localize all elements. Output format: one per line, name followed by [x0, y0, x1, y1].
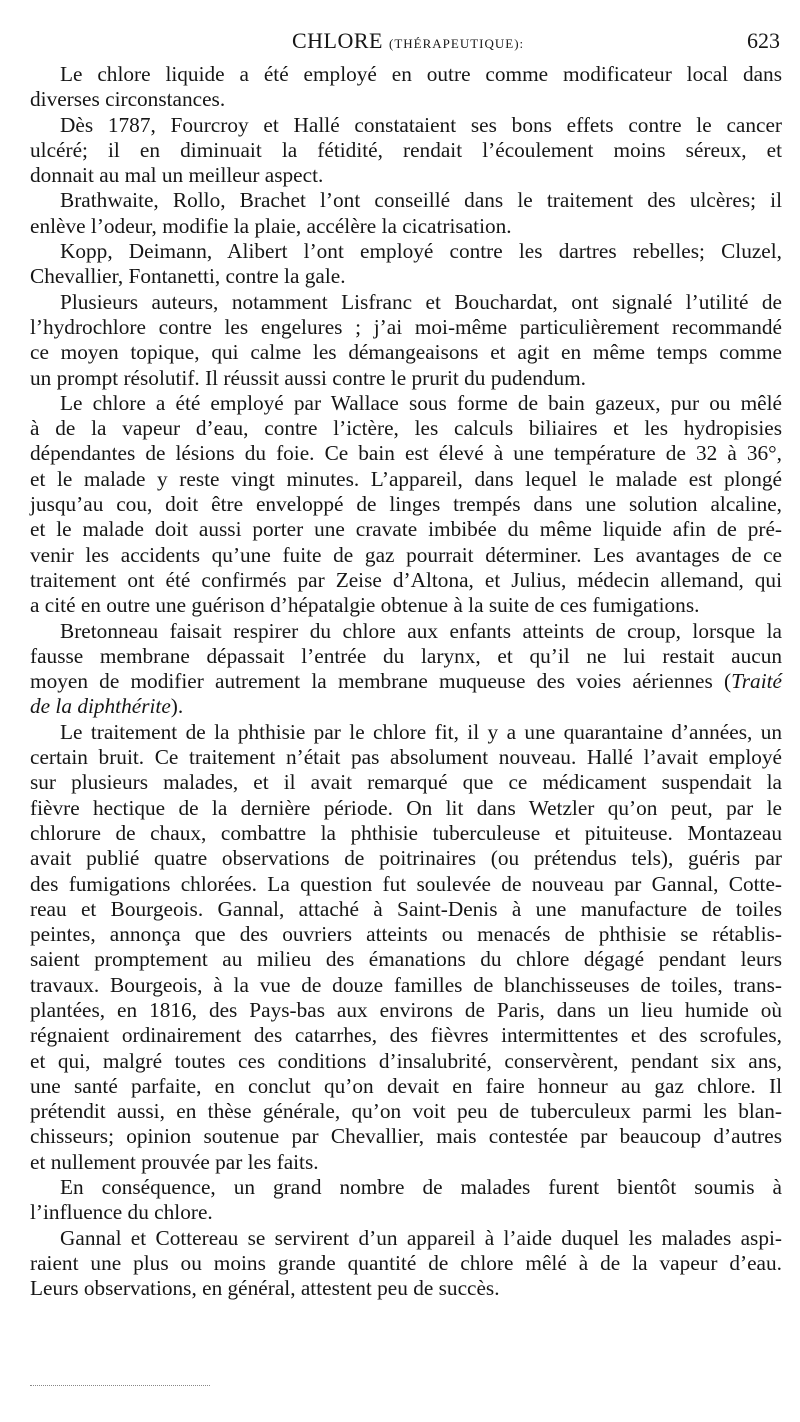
- paragraph: [30, 290, 782, 391]
- text-line: sur plusieurs malades, et il avait remarqué que ce médicament suspendait la: [30, 770, 782, 795]
- text-line: a cité en outre une guérison d’hépatalgie obtenue à la suite de ces fumigations.: [30, 593, 700, 618]
- text-line: Brathwaite, Rollo, Brachet l’ont conseillé dans le traitement des ulcères; il: [60, 188, 782, 213]
- text-line: certain bruit. Ce traitement n’était pas absolument nouveau. Hallé l’avait employé: [30, 745, 782, 770]
- paragraph: [30, 113, 782, 189]
- body-text: [30, 62, 782, 1302]
- text-line: et nullement prouvée par les faits.: [30, 1149, 319, 1174]
- text-line: venir les accidents qu’une fuite de gaz pourrait déterminer. Les avantages de ce: [30, 542, 782, 567]
- page-header: [30, 28, 780, 58]
- page-number: 623: [747, 28, 780, 53]
- running-head-title: CHLORE: [292, 28, 383, 53]
- paragraph: [30, 188, 782, 239]
- text-line: régnaient ordinairement des catarrhes, des fièvres intermittentes et des scrofules,: [30, 1023, 782, 1048]
- text-line: l’influence du chlore.: [30, 1200, 213, 1225]
- text-line: Dès 1787, Fourcroy et Hallé constataient ses bons effets contre le cancer: [60, 112, 782, 137]
- paragraph: [30, 62, 782, 113]
- text-line: dépendantes de lésions du foie. Ce bain est élevé à une température de 32 à 36°,: [30, 441, 782, 466]
- text-line: fièvre hectique de la dernière période. On lit dans Wetzler qu’on peut, par le: [30, 795, 782, 820]
- text-line: plantées, en 1816, des Pays-bas aux environs de Paris, dans un lieu humide où: [30, 997, 782, 1022]
- text-line: ulcéré; il en diminuait la fétidité, rendait l’écoulement moins séreux, et: [30, 137, 782, 162]
- running-head-subtitle: (THÉRAPEUTIQUE):: [389, 36, 525, 51]
- text-line: reau et Bourgeois. Gannal, attaché à Saint-Denis à une manufacture de toiles: [30, 896, 782, 921]
- text-line: Bretonneau faisait respirer du chlore aux enfants atteints de croup, lorsque la: [60, 618, 782, 643]
- paragraph: [30, 619, 782, 720]
- running-head: [292, 28, 524, 54]
- text-line: à de la vapeur d’eau, contre l’ictère, les calculs biliaires et les hydropisies: [30, 416, 782, 441]
- paragraph: [30, 720, 782, 1175]
- text-line: avait publié quatre observations de poitrinaires (ou prétendus tels), guéris par: [30, 846, 782, 871]
- text-line: ce moyen topique, qui calme les démangeaisons et agit en même temps comme: [30, 340, 782, 365]
- text-line: Kopp, Deimann, Alibert l’ont employé contre les dartres rebelles; Cluzel,: [60, 239, 782, 264]
- text-line: enlève l’odeur, modifie la plaie, accélère la cicatrisation.: [30, 213, 512, 238]
- text-line: et le malade doit aussi porter une cravate imbibée du même liquide afin de pré-: [30, 517, 782, 542]
- text-line: des fumigations chlorées. La question fut soulevée de nouveau par Gannal, Cotte-: [30, 871, 782, 896]
- text-line: saient promptement au milieu des émanations du chlore dégagé pendant leurs: [30, 947, 782, 972]
- text-line: traitement ont été confirmés par Zeise d’Altona, et Julius, médecin allemand, qui: [30, 567, 782, 592]
- text-line: chisseurs; opinion soutenue par Chevallier, mais contestée par beaucoup d’autres: [30, 1124, 782, 1149]
- text-line: et qui, malgré toutes ces conditions d’insalubrité, conservèrent, pendant six ans,: [30, 1048, 782, 1073]
- text-line: Chevallier, Fontanetti, contre la gale.: [30, 264, 346, 289]
- text-line: Le chlore liquide a été employé en outre comme modificateur local dans: [60, 62, 782, 86]
- text-line: fausse membrane dépassait l’entrée du larynx, et qu’il ne lui restait aucun: [30, 643, 782, 668]
- text-line: Plusieurs auteurs, notamment Lisfranc et Bouchardat, ont signalé l’utilité de: [60, 289, 782, 314]
- text-line: donnait au mal un meilleur aspect.: [30, 163, 324, 188]
- text-line: jusqu’au cou, doit être enveloppé de linges trempés dans une solution alcaline,: [30, 492, 782, 517]
- text-line: diverses circonstances.: [30, 87, 226, 112]
- paragraph: [30, 391, 782, 619]
- text-line: En conséquence, un grand nombre de malades furent bientôt soumis à: [60, 1175, 782, 1200]
- text-line: moyen de modifier autrement la membrane muqueuse des voies aériennes (Traité: [30, 669, 782, 694]
- text-line: Le traitement de la phthisie par le chlore fit, il y a une quarantaine d’années, un: [60, 719, 782, 744]
- text-line: Le chlore a été employé par Wallace sous forme de bain gazeux, pur ou mêlé: [60, 390, 782, 415]
- text-line: chlorure de chaux, combattre la phthisie tuberculeuse et pituiteuse. Montazeau: [30, 820, 782, 845]
- text-line: Leurs observations, en général, attestent peu de succès.: [30, 1276, 500, 1301]
- text-line: Gannal et Cottereau se servirent d’un appareil à l’aide duquel les malades aspi-: [60, 1225, 782, 1250]
- text-line: l’hydrochlore contre les engelures ; j’ai moi-même particulièrement recommandé: [30, 314, 782, 339]
- paragraph: [30, 239, 782, 290]
- footer-dotted-rule: [30, 1385, 210, 1386]
- text-line: peintes, annonça que des ouvriers atteints ou menacés de phthisie se rétablis-: [30, 922, 782, 947]
- text-line: travaux. Bourgeois, à la vue de douze familles de blanchisseuses de toiles, trans-: [30, 972, 782, 997]
- text-line: un prompt résolutif. Il réussit aussi contre le prurit du pudendum.: [30, 365, 586, 390]
- text-line: une santé parfaite, en conclut qu’on devait en faire honneur au gaz chlore. Il: [30, 1073, 782, 1098]
- text-line: prétendit aussi, en thèse générale, qu’on voit peu de tuberculeux parmi les blan-: [30, 1099, 782, 1124]
- text-line: et le malade y reste vingt minutes. L’appareil, dans lequel le malade est plongé: [30, 466, 782, 491]
- text-line: raient une plus ou moins grande quantité de chlore mêlé à de la vapeur d’eau.: [30, 1250, 782, 1275]
- paragraph: [30, 1226, 782, 1302]
- text-line: de la diphthérite).: [30, 694, 184, 719]
- paragraph: [30, 1175, 782, 1226]
